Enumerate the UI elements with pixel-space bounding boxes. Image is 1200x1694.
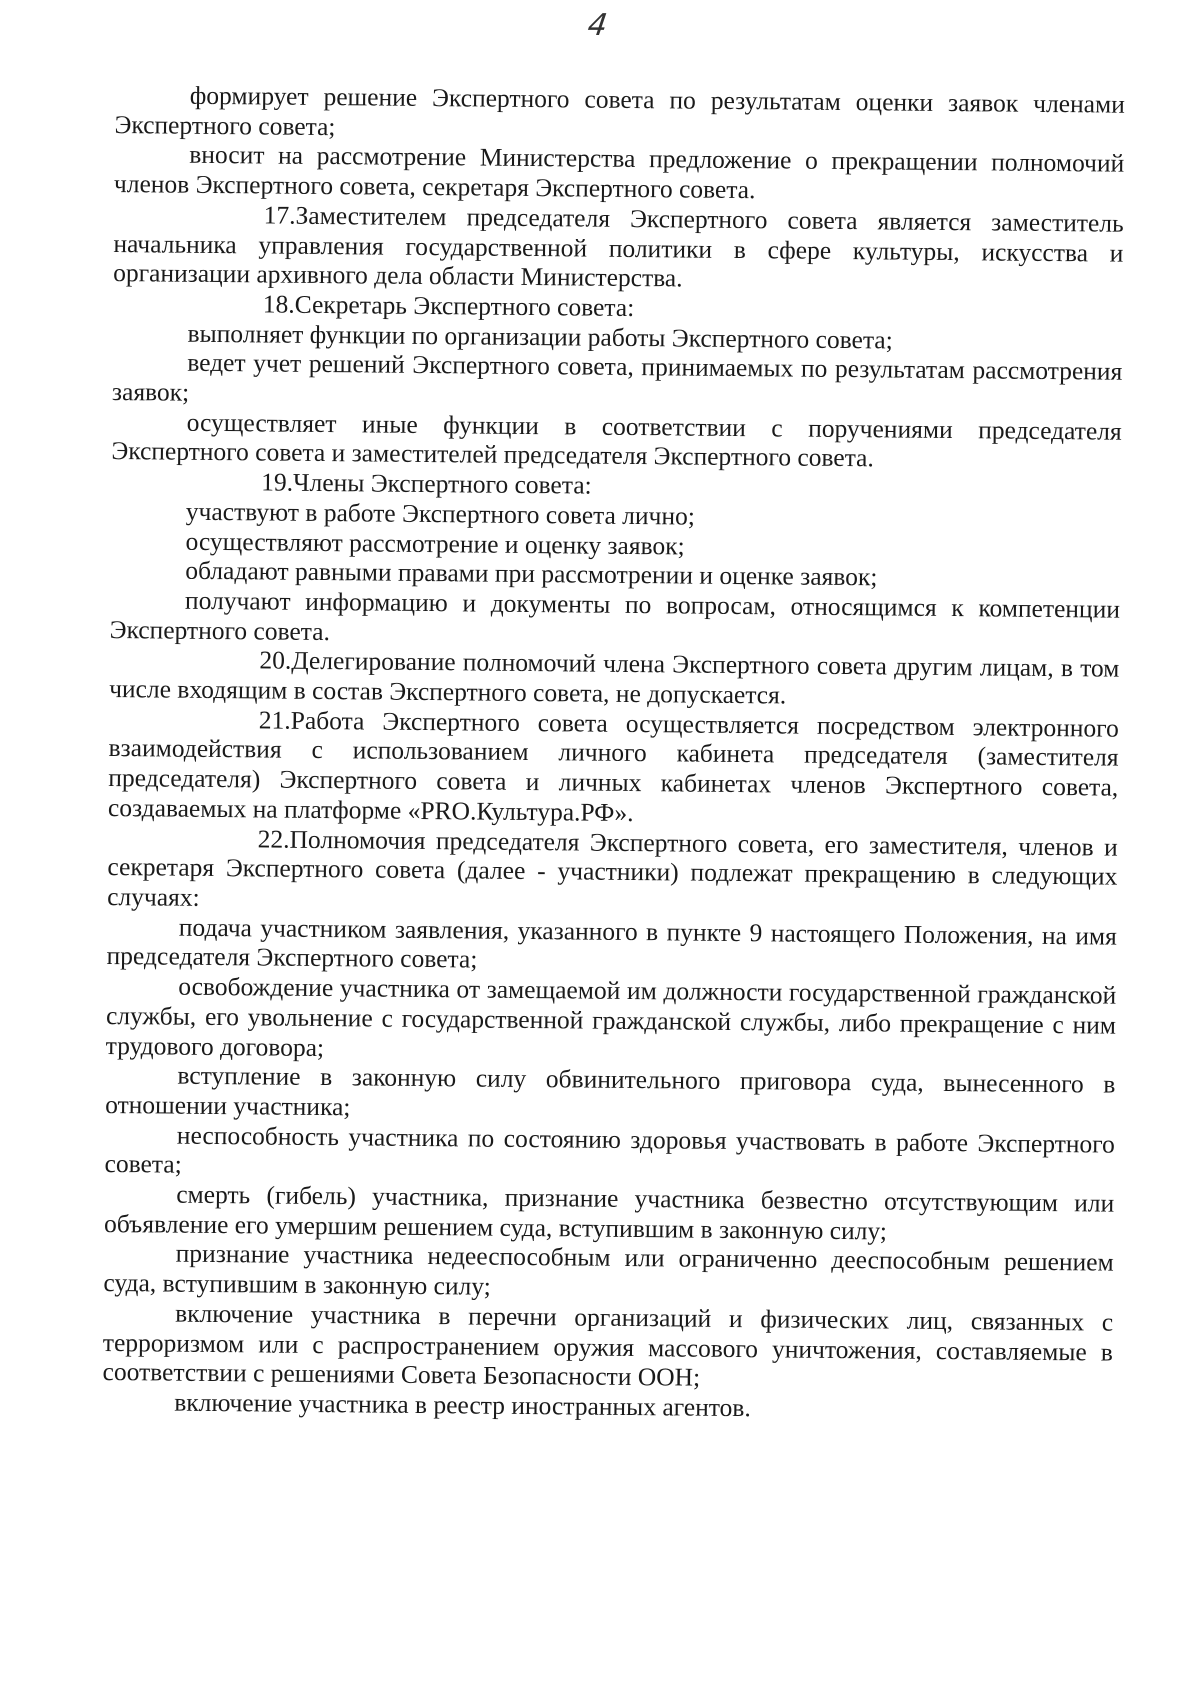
paragraph-text: ведет учет решений Экспертного совета, принимаемых по результатам рассмотрения заявок; xyxy=(111,348,1123,407)
paragraph-numbered xyxy=(107,823,1118,922)
paragraph xyxy=(114,139,1125,208)
paragraph-number: 21. xyxy=(258,705,291,735)
paragraph-text: смерть (гибель) участника, признание участника безвестно отсутствующим или объявление его умершим решением суда, вступившим в законную силу; xyxy=(103,1179,1115,1246)
paragraph xyxy=(114,80,1125,149)
paragraph xyxy=(103,1238,1114,1307)
paragraph-text: осуществляют рассмотрение и оценку заявок; xyxy=(185,526,685,561)
paragraph-text: подача участником заявления, указанного в пункте 9 настоящего Положения, на имя председателя Экспертного совета; xyxy=(106,912,1117,974)
paragraph-text: Секретарь Экспертного совета: xyxy=(294,289,635,322)
page-number: 4 xyxy=(585,8,611,43)
paragraph-text: Работа Экспертного совета осуществляется посредством электронного взаимодействия с использованием личного кабинета председателя (заместителя председателя) Экспертного совета и личных кабинетах членов Экспертного совета, создаваемых на платформе «PRO.Культура.РФ». xyxy=(107,705,1119,827)
paragraph xyxy=(102,1298,1113,1397)
paragraph-text: включение участника в реестр иностранных агентов. xyxy=(174,1387,751,1423)
paragraph xyxy=(106,912,1117,981)
paragraph-number: 22. xyxy=(257,823,290,854)
paragraph-text: Делегирование полномочий члена Экспертного совета другим лицам, в том числе входящим в состав Экспертного совета, не допускается. xyxy=(109,646,1120,710)
paragraph-text: Члены Экспертного совета: xyxy=(292,467,592,500)
paragraph-text: признание участника недееспособным или ограниченно дееспособным решением суда, вступившим в законную силу; xyxy=(103,1239,1114,1301)
paragraph-text: освобождение участника от замещаемой им должности государственной гражданской службы, его увольнение с государственной гражданской службы, либо прекращение с ним трудового договора; xyxy=(105,971,1117,1062)
paragraph xyxy=(104,1120,1115,1189)
paragraph-text: осуществляет иные функции в соответствии с поручениями председателя Экспертного совета и заместителей председателя Экспертного совета. xyxy=(111,407,1122,473)
paragraph xyxy=(106,971,1117,1070)
paragraph xyxy=(104,1179,1115,1248)
paragraph-numbered xyxy=(113,199,1124,298)
paragraph-numbered xyxy=(108,704,1119,833)
paragraph xyxy=(105,1060,1116,1129)
paragraph-text: формирует решение Экспертного совета по результатам оценки заявок членами Экспертного совета; xyxy=(114,80,1125,141)
paragraph-number: 20. xyxy=(259,645,292,676)
paragraph-text: Полномочия председателя Экспертного совета, его заместителя, членов и секретаря Экспертного совета (далее - участники) подлежат прекращению в следующих случаях: xyxy=(107,824,1118,912)
paragraph-text: получают информацию и документы по вопросам, относящимся к компетенции Экспертного совета. xyxy=(109,585,1121,646)
paragraph-text: участвуют в работе Экспертного совета лично; xyxy=(185,496,696,531)
paragraph-text: неспособность участника по состоянию здоровья участвовать в работе Экспертного совета; xyxy=(104,1120,1115,1180)
paragraph-text: вступление в законную силу обвинительного приговора суда, вынесенного в отношении участника; xyxy=(105,1060,1116,1122)
paragraph-number: 17. xyxy=(263,200,296,230)
paragraph-numbered xyxy=(109,644,1120,713)
paragraph-text: включение участника в перечни организаций и физических лиц, связанных с терроризмом или с распространением оружия массового уничтожения, составляемые в соответствии с решениями Совета Безопасности ООН; xyxy=(102,1298,1114,1392)
paragraph-text: обладают равными правами при рассмотрении и оценке заявок; xyxy=(185,555,878,592)
paragraph xyxy=(111,407,1122,476)
paragraph xyxy=(110,585,1121,654)
document-body xyxy=(102,80,1125,1426)
paragraph xyxy=(112,347,1123,416)
paragraph-number: 18. xyxy=(262,289,295,319)
paragraph-number: 19. xyxy=(261,467,294,497)
paragraph-text: вносит на рассмотрение Министерства предложение о прекращении полномочий членов Экспертного совета, секретаря Экспертного совета. xyxy=(113,140,1125,205)
paragraph-text: выполняет функции по организации работы Экспертного совета; xyxy=(187,318,893,355)
paragraph-text: Заместителем председателя Экспертного совета является заместитель начальника управления государственной политики в сфере культуры, искусства и организации архивного дела области Министерства. xyxy=(113,200,1124,293)
